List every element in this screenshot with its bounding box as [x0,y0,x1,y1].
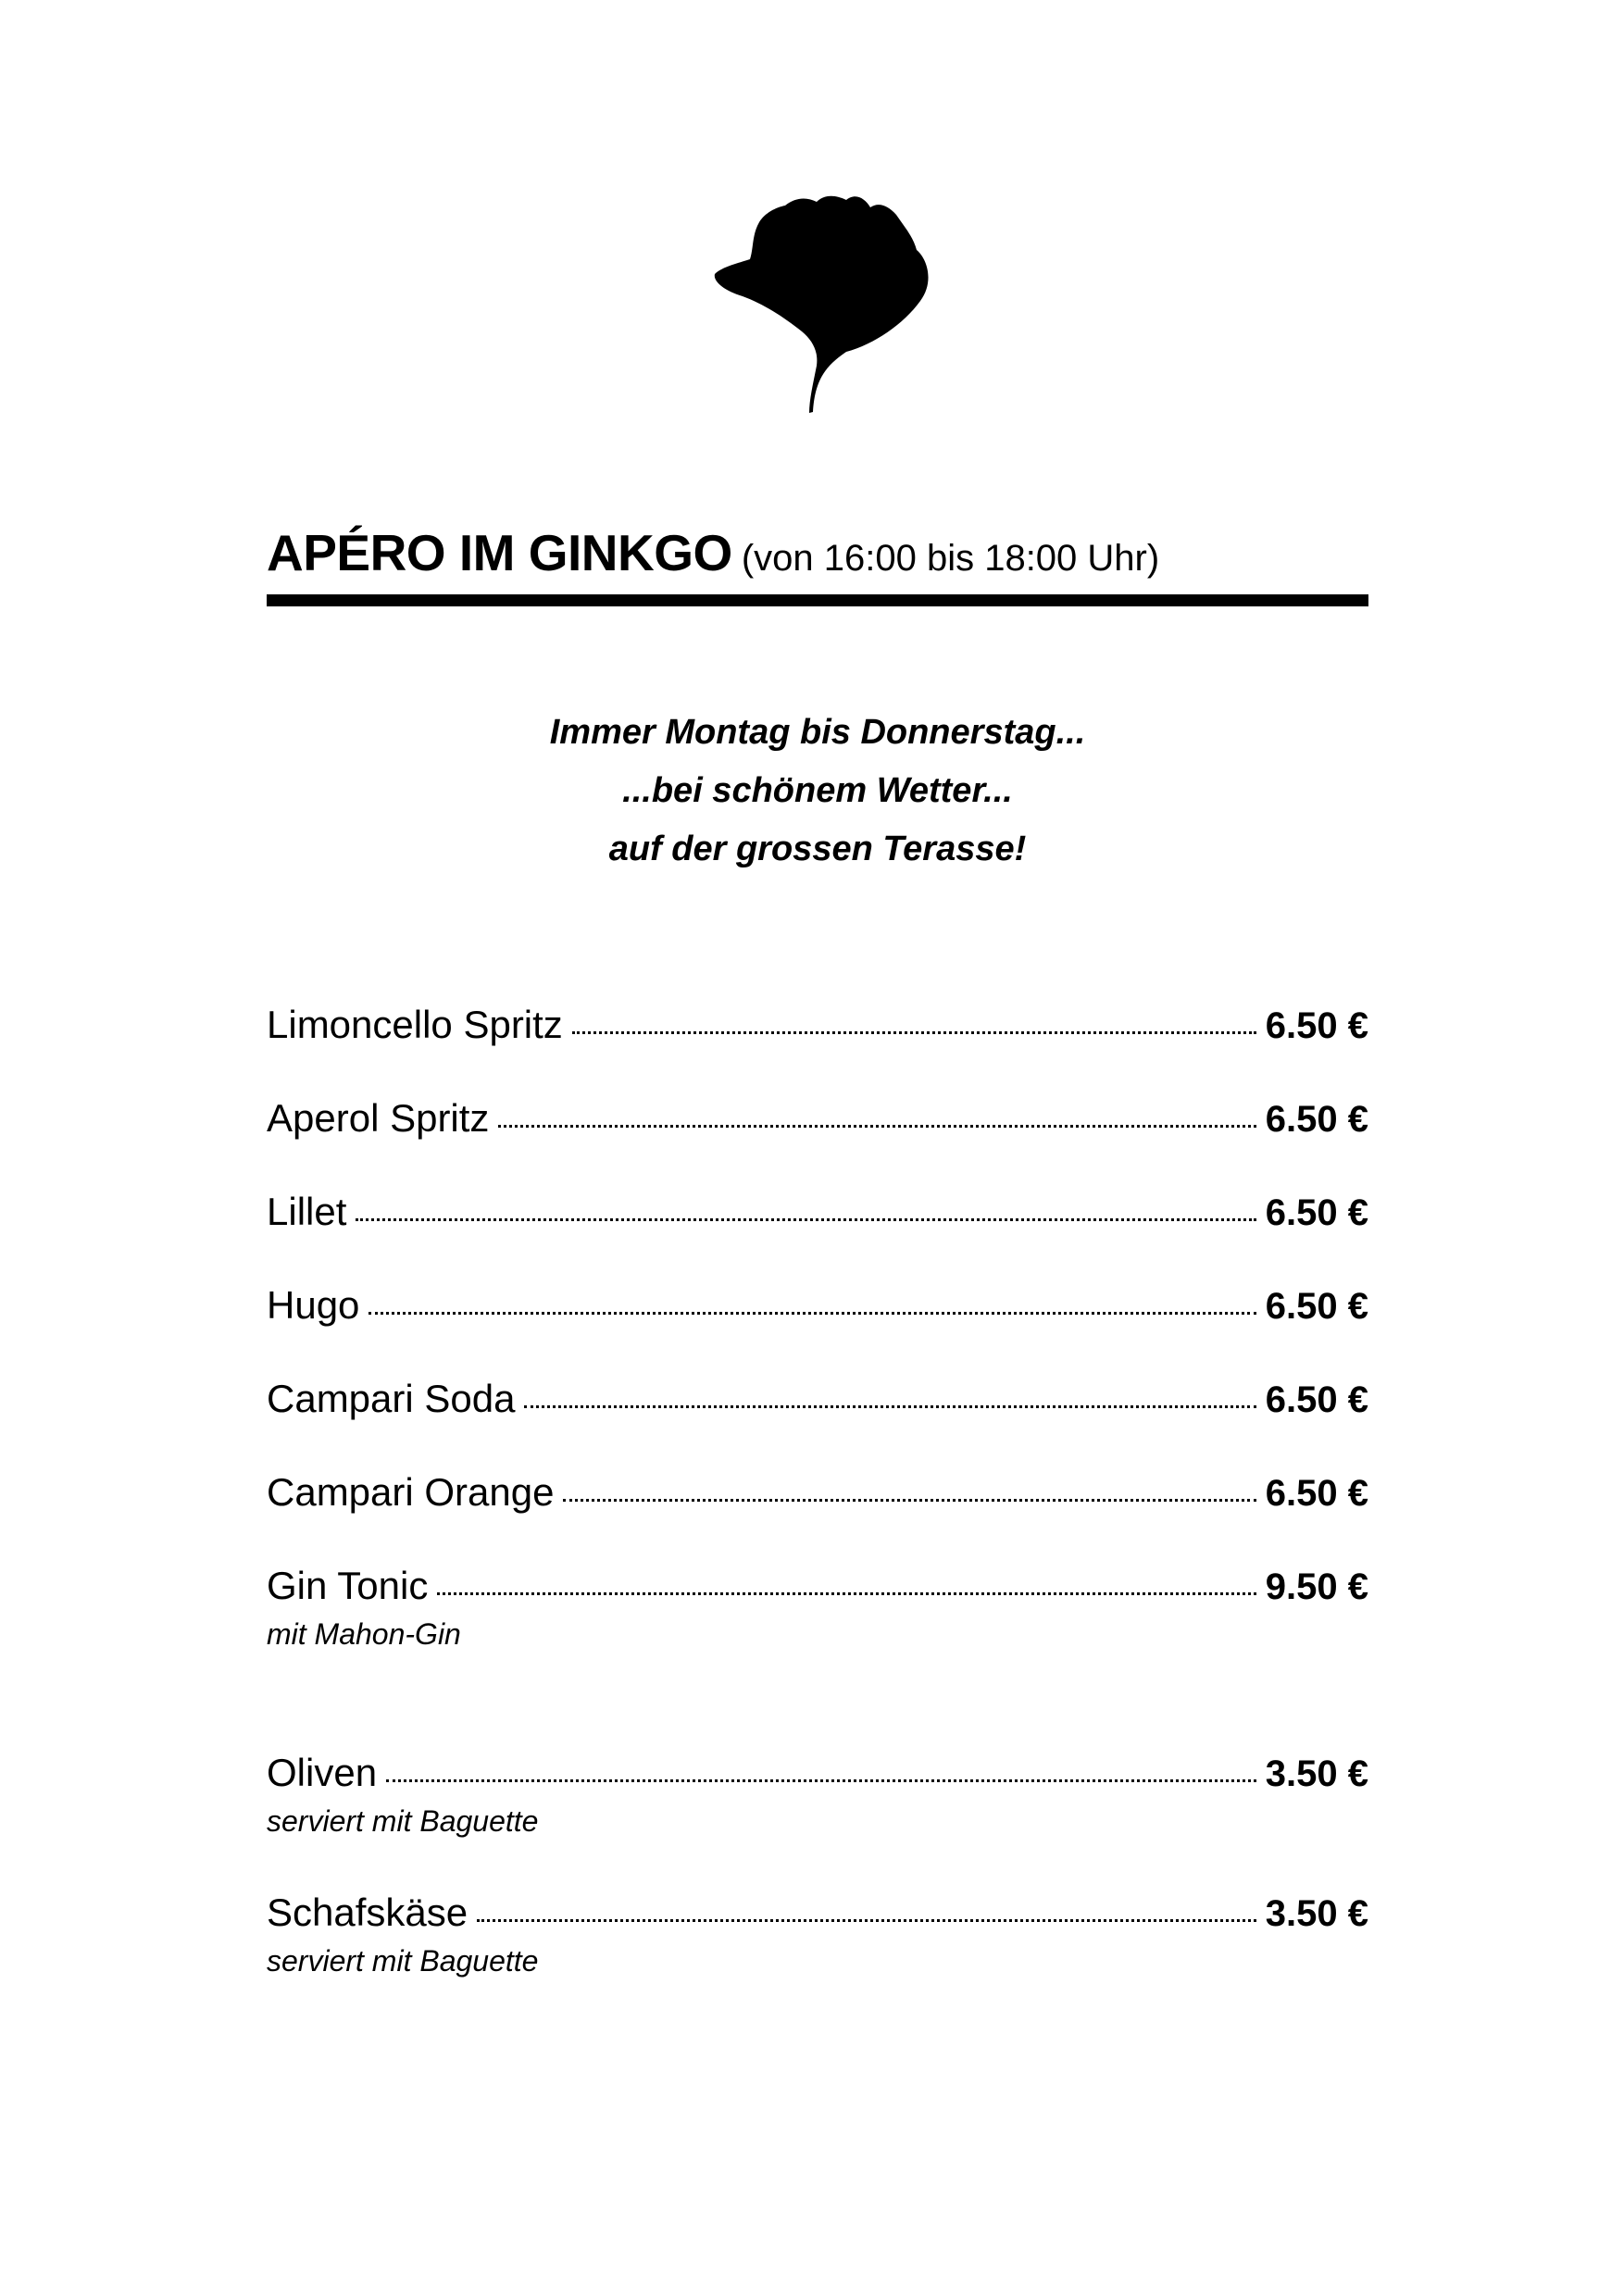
menu-item-campari-soda [267,1377,1368,1429]
dotted-leader [369,1312,1255,1315]
item-price: 6.50 € [1265,1099,1368,1140]
item-name: Gin Tonic [267,1564,429,1607]
item-name: Limoncello Spritz [267,1003,563,1046]
menu-item-gin-tonic [267,1564,1368,1652]
menu-heading [267,523,1368,582]
dotted-leader [437,1592,1255,1595]
menu-item-campari-orange [267,1470,1368,1522]
dotted-leader [572,1031,1256,1034]
item-note: serviert mit Baguette [267,1944,539,1978]
item-price: 6.50 € [1265,1379,1368,1420]
item-name: Hugo [267,1283,360,1327]
item-price: 6.50 € [1265,1005,1368,1046]
dotted-leader [477,1919,1256,1922]
ginkgo-leaf-icon [698,194,939,417]
heading-divider [267,594,1368,606]
item-price: 6.50 € [1265,1473,1368,1514]
page-title: APÉRO IM GINKGO [267,524,732,581]
menu-item-oliven [267,1751,1368,1839]
item-price: 6.50 € [1265,1286,1368,1327]
dotted-leader [386,1779,1256,1782]
item-name: Aperol Spritz [267,1096,490,1140]
item-name: Oliven [267,1751,378,1794]
menu-item-aperol-spritz [267,1096,1368,1148]
item-price: 3.50 € [1265,1753,1368,1794]
item-price: 3.50 € [1265,1893,1368,1934]
item-price: 9.50 € [1265,1566,1368,1607]
dotted-leader [563,1499,1255,1502]
menu-item-limoncello-spritz [267,1003,1368,1054]
item-name: Campari Soda [267,1377,516,1420]
dotted-leader [498,1125,1255,1128]
opening-hours: (von 16:00 bis 18:00 Uhr) [741,538,1160,579]
intro-line: auf der grossen Terasse! [608,830,1027,868]
intro-line: ...bei schönem Wetter... [622,771,1013,810]
intro-text [267,704,1368,879]
item-name: Schafskäse [267,1890,468,1934]
dotted-leader [356,1218,1255,1221]
item-name: Campari Orange [267,1470,555,1514]
menu-item-hugo [267,1283,1368,1335]
item-name: Lillet [267,1190,347,1233]
menu-item-lillet [267,1190,1368,1242]
dotted-leader [524,1405,1255,1408]
intro-line: Immer Montag bis Donnerstag... [549,713,1086,752]
item-price: 6.50 € [1265,1192,1368,1233]
menu-item-schafskaese [267,1890,1368,1978]
item-note: mit Mahon-Gin [267,1617,461,1651]
item-note: serviert mit Baguette [267,1804,539,1838]
